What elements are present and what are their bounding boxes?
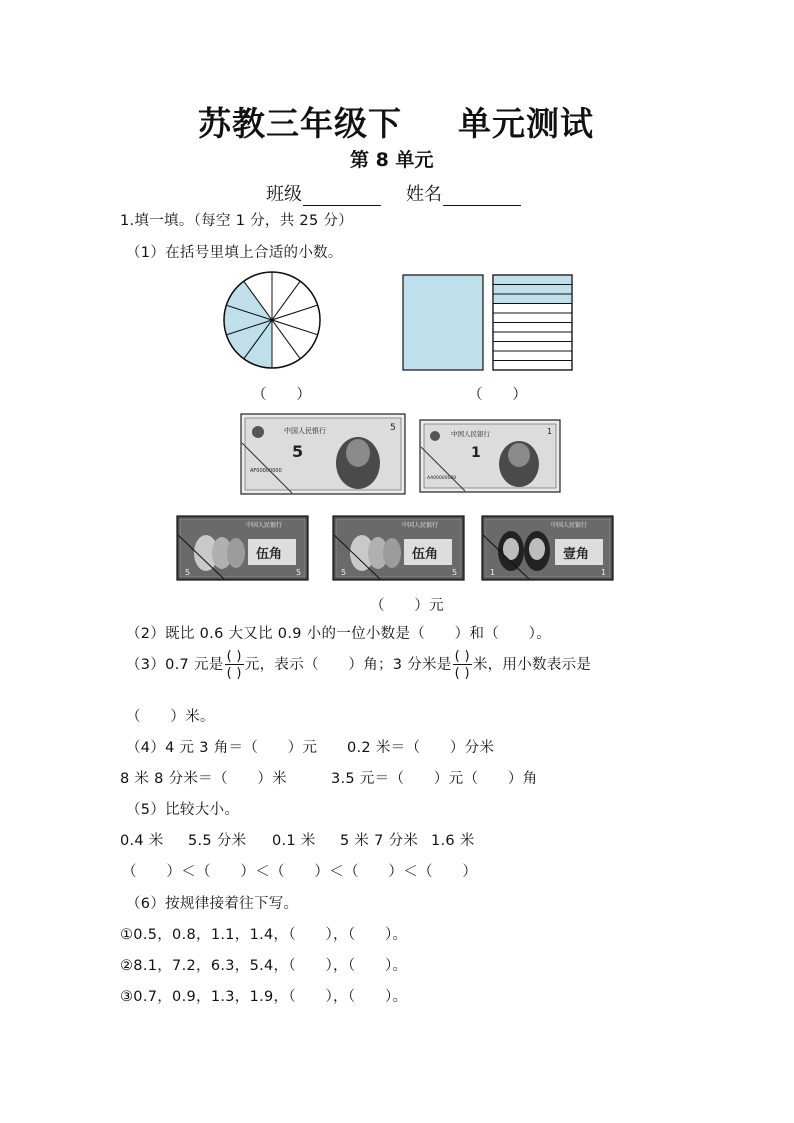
emblem-icon	[252, 426, 264, 438]
section-heading: 1.填一填。（每空 1 分，共 25 分）	[120, 213, 353, 229]
q5-item-2: 5.5 分米	[188, 833, 247, 849]
note-header: 中国人民银行	[451, 430, 490, 438]
note-serial: AF00000000	[250, 468, 282, 474]
note-serial: AA00000000	[427, 476, 457, 481]
class-field	[266, 180, 381, 206]
full-shaded-square	[403, 275, 483, 370]
square-answer[interactable]: （ ）	[468, 387, 528, 403]
page-title-left: 苏教三年级下	[198, 104, 402, 143]
note-denomination: 1	[471, 445, 481, 461]
note-denomination: 5	[292, 442, 304, 461]
class-label: 班级	[266, 184, 302, 205]
page-title-right: 单元测试	[458, 104, 594, 143]
q3-part-b: 元，表示（ ）角；3 分米是	[244, 657, 452, 673]
five-jiao-note-2	[332, 515, 465, 581]
class-blank[interactable]	[303, 188, 381, 206]
q5-item-5: 1.6 米	[431, 833, 475, 849]
emblem-icon	[430, 431, 440, 441]
q5-item-3: 0.1 米	[272, 833, 316, 849]
q3-part-c: 米，用小数表示是	[472, 657, 592, 673]
one-jiao-note	[481, 515, 614, 581]
note-header: 中国人民银行	[551, 522, 588, 529]
fraction-numerator: ( )	[454, 649, 470, 664]
five-jiao-note-1	[176, 515, 309, 581]
q4-line2-b: 3.5 元＝（ ）元（ ）角	[331, 771, 538, 787]
q3-line2: （ ）米。	[126, 709, 215, 725]
q5-item-4: 5 米 7 分米	[340, 833, 419, 849]
q5-order-line: （ ）＜（ ）＜（ ）＜（ ）＜（ ）	[122, 864, 478, 880]
q3-line1	[126, 650, 591, 680]
note-numeral-right: 1	[601, 568, 607, 577]
q6-seq-1: ①0.5，0.8，1.1，1.4，（ ），（ ）。	[120, 927, 408, 943]
striped-square-shaded-part	[493, 275, 572, 304]
fraction-blank-1[interactable]	[225, 650, 244, 680]
circle-answer[interactable]: （ ）	[252, 387, 312, 403]
note-label: 壹角	[563, 547, 590, 562]
note-numeral: 5	[185, 568, 191, 577]
square-fraction-figure	[400, 272, 575, 372]
note-label: 伍角	[256, 547, 283, 562]
circle-fraction-figure	[222, 270, 322, 370]
note-numeral: 5	[341, 568, 347, 577]
one-yuan-note	[419, 419, 561, 493]
money-answer[interactable]: （ ）元	[370, 598, 444, 614]
q2-text: （2）既比 0.6 大又比 0.9 小的一位小数是（ ）和（ ）。	[126, 626, 552, 642]
fraction-denominator: ( )	[454, 666, 470, 681]
unit-label: 第 8 单元	[350, 149, 434, 171]
q4-line1-a: （4）4 元 3 角＝（ ）元	[126, 740, 318, 756]
name-field	[406, 180, 521, 206]
note-numeral-right: 5	[296, 568, 302, 577]
q1-prompt: （1）在括号里填上合适的小数。	[126, 245, 343, 261]
q5-prompt: （5）比较大小。	[126, 802, 240, 818]
name-label: 姓名	[406, 184, 442, 205]
five-yuan-note	[240, 413, 406, 495]
note-corner-numeral: 1	[547, 427, 553, 436]
note-numeral: 1	[490, 568, 496, 577]
q3-part-a: （3）0.7 元是	[126, 657, 224, 673]
q4-line2-a: 8 米 8 分米＝（ ）米	[120, 771, 287, 787]
q5-item-1: 0.4 米	[120, 833, 164, 849]
note-header: 中国人民银行	[246, 522, 283, 529]
name-blank[interactable]	[443, 188, 521, 206]
fraction-blank-2[interactable]	[453, 650, 472, 680]
note-label: 伍角	[412, 547, 439, 562]
note-numeral-right: 5	[452, 568, 458, 577]
q4-line1-b: 0.2 米＝（ ）分米	[347, 740, 495, 756]
q6-seq-3: ③0.7，0.9，1.3，1.9，（ ），（ ）。	[120, 989, 408, 1005]
q6-prompt: （6）按规律接着往下写。	[126, 896, 299, 912]
q6-seq-2: ②8.1，7.2，6.3，5.4，（ ），（ ）。	[120, 958, 408, 974]
note-header: 中国人民银行	[284, 427, 326, 435]
fraction-numerator: ( )	[226, 649, 242, 664]
note-corner-numeral: 5	[390, 423, 396, 433]
note-header: 中国人民银行	[402, 522, 439, 529]
fraction-denominator: ( )	[226, 666, 242, 681]
